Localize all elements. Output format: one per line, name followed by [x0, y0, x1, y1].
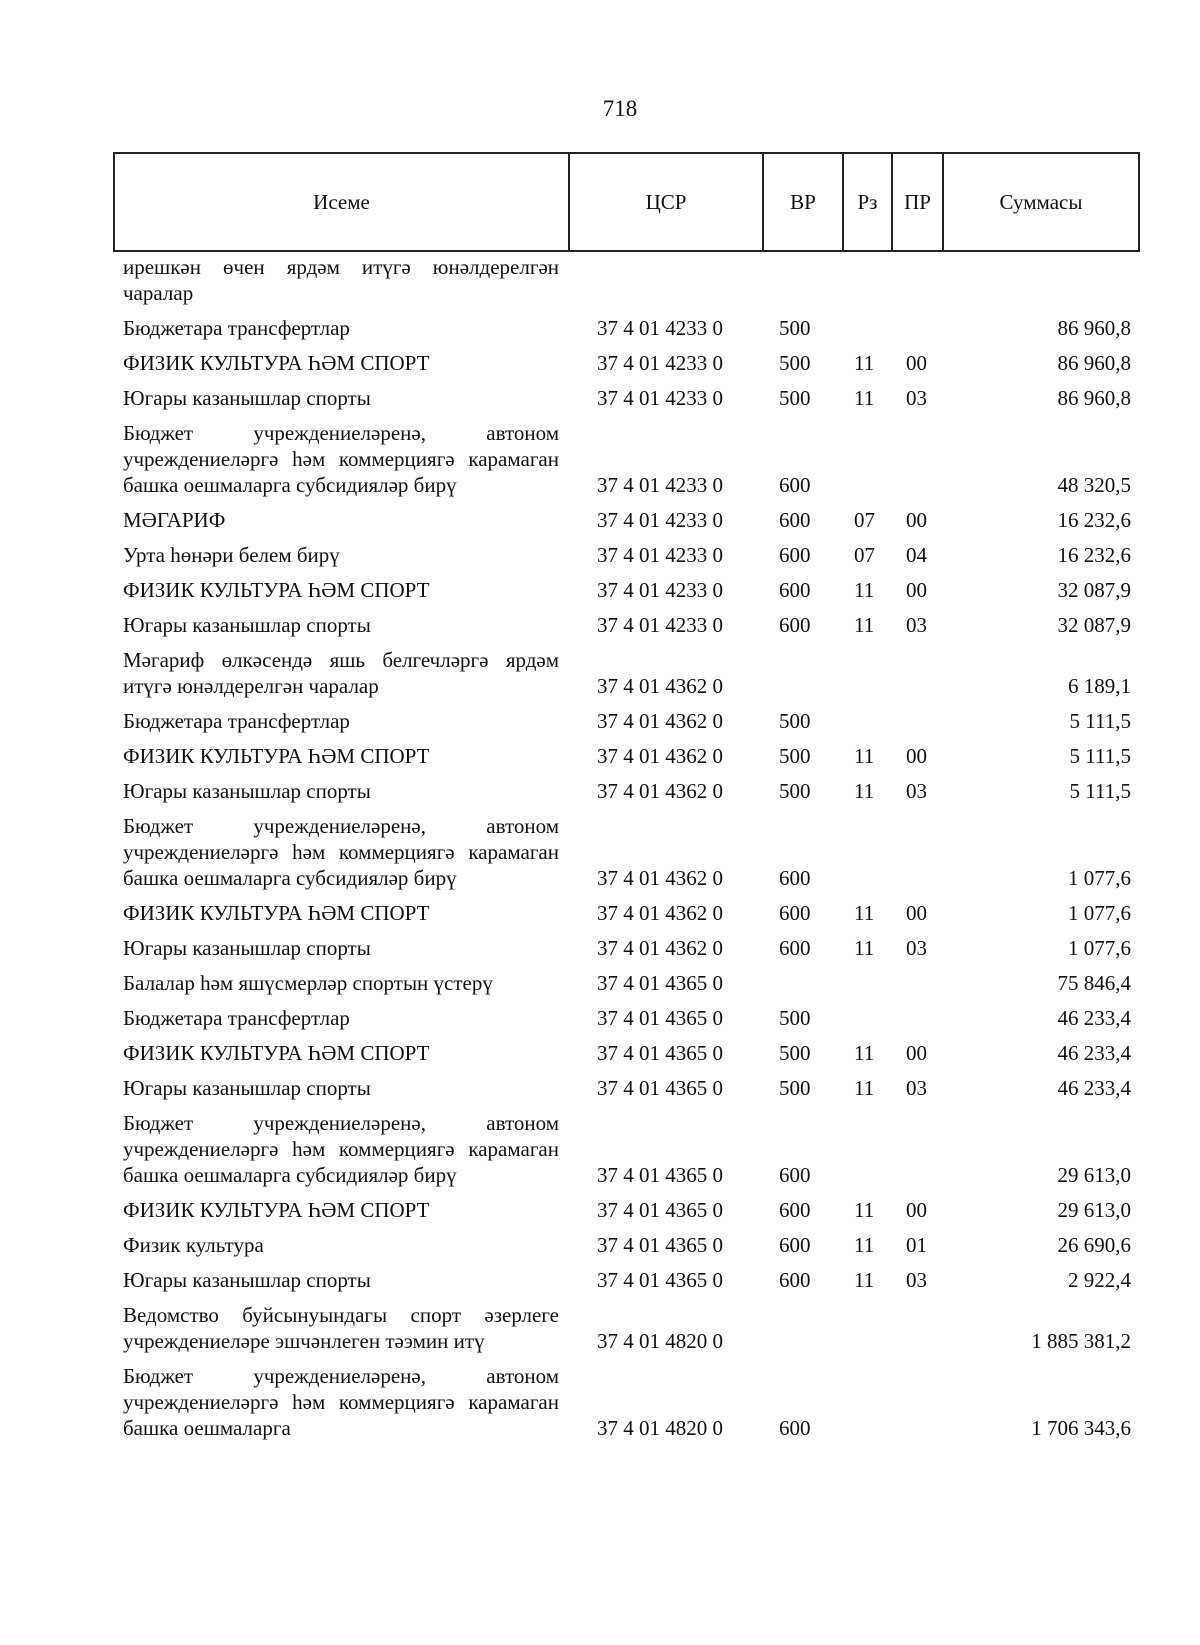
table-row [114, 1298, 1139, 1359]
cell-csr: 37 4 01 4362 0 [597, 744, 723, 768]
cell-pr: 00 [906, 901, 927, 925]
cell-csr: 37 4 01 4233 0 [597, 613, 723, 637]
cell-sum: 16 232,6 [1057, 543, 1131, 567]
table-row [114, 739, 1139, 774]
cell-rz: 11 [854, 779, 875, 803]
cell-sum: 16 232,6 [1057, 508, 1131, 532]
cell-pr [892, 1001, 943, 1036]
cell-sum: 46 233,4 [1057, 1041, 1131, 1065]
cell-vr: 500 [779, 316, 811, 340]
table-row [114, 1263, 1139, 1298]
cell-csr: 37 4 01 4362 0 [597, 709, 723, 733]
cell-pr [892, 416, 943, 503]
cell-vr: 600 [779, 613, 811, 637]
cell-vr: 600 [779, 1233, 811, 1257]
cell-name: Ведомство буйсынуындагы спорт әзерлеге учреждениеләре эшчәнлеген тәэмин итү [123, 1303, 559, 1353]
table-row [114, 704, 1139, 739]
cell-rz [843, 1001, 892, 1036]
header-sum: Суммасы [943, 153, 1139, 251]
cell-pr [892, 1298, 943, 1359]
cell-vr: 500 [779, 1076, 811, 1100]
header-csr: ЦСР [569, 153, 763, 251]
cell-pr: 00 [906, 351, 927, 375]
cell-rz: 11 [854, 386, 875, 410]
table-row [114, 896, 1139, 931]
cell-name: Югары казанышлар спорты [123, 1076, 371, 1100]
table-row [114, 1359, 1139, 1446]
table-row [114, 966, 1139, 1001]
cell-name: Бюджет учреждениеләренә, автоном учреждениеләргә һәм коммерциягә карамаган башка оешмаларга субсидияләр бирү [123, 421, 559, 497]
cell-sum: 26 690,6 [1057, 1233, 1131, 1257]
cell-name: ФИЗИК КУЛЬТУРА ҺӘМ СПОРТ [123, 1041, 430, 1065]
cell-vr: 600 [779, 1198, 811, 1222]
cell-name: Бюджет учреждениеләренә, автоном учреждениеләргә һәм коммерциягә карамаган башка оешмаларга [123, 1364, 559, 1440]
table-row [114, 809, 1139, 896]
cell-csr: 37 4 01 4365 0 [597, 1198, 723, 1222]
cell-vr: 600 [779, 508, 811, 532]
cell-csr: 37 4 01 4365 0 [597, 1006, 723, 1030]
cell-vr: 600 [779, 578, 811, 602]
cell-sum: 48 320,5 [1057, 473, 1131, 497]
cell-name: Бюджетара трансфертлар [123, 709, 350, 733]
cell-rz [843, 1298, 892, 1359]
cell-csr: 37 4 01 4362 0 [597, 936, 723, 960]
cell-pr: 03 [906, 386, 927, 410]
cell-sum: 5 111,5 [1069, 709, 1131, 733]
cell-vr [763, 643, 843, 704]
cell-rz: 11 [854, 1198, 875, 1222]
cell-vr: 500 [779, 744, 811, 768]
cell-pr [892, 966, 943, 1001]
cell-vr: 500 [779, 709, 811, 733]
table-row [114, 381, 1139, 416]
cell-rz: 07 [854, 508, 875, 532]
page-number: 718 [602, 96, 638, 121]
cell-pr: 03 [906, 1268, 927, 1292]
cell-pr: 03 [906, 779, 927, 803]
cell-csr: 37 4 01 4233 0 [597, 386, 723, 410]
cell-csr: 37 4 01 4233 0 [597, 473, 723, 497]
cell-sum: 1 077,6 [1068, 936, 1131, 960]
cell-pr [892, 1359, 943, 1446]
table-row [114, 573, 1139, 608]
cell-pr [892, 704, 943, 739]
cell-pr: 03 [906, 936, 927, 960]
cell-name: Югары казанышлар спорты [123, 386, 371, 410]
cell-sum: 5 111,5 [1069, 779, 1131, 803]
header-pr: ПР [892, 153, 943, 251]
cell-vr: 600 [779, 901, 811, 925]
cell-rz [843, 809, 892, 896]
budget-table [113, 152, 1140, 1446]
cell-name: Мәгариф өлкәсендә яшь белгечләргә ярдәм итүгә юнәлдерелгән чаралар [123, 648, 559, 698]
cell-pr: 00 [906, 1041, 927, 1065]
cell-rz [843, 1359, 892, 1446]
cell-pr [892, 251, 943, 311]
cell-rz [843, 1106, 892, 1193]
cell-vr: 600 [779, 1416, 811, 1440]
header-vr: ВР [763, 153, 843, 251]
cell-csr: 37 4 01 4820 0 [597, 1416, 723, 1440]
cell-csr: 37 4 01 4365 0 [597, 1233, 723, 1257]
cell-vr: 600 [779, 1268, 811, 1292]
cell-name: ФИЗИК КУЛЬТУРА ҺӘМ СПОРТ [123, 1198, 430, 1222]
cell-sum: 86 960,8 [1057, 351, 1131, 375]
cell-csr [569, 251, 763, 311]
cell-vr: 500 [779, 386, 811, 410]
cell-vr: 500 [779, 779, 811, 803]
cell-sum: 29 613,0 [1057, 1198, 1131, 1222]
table-row [114, 311, 1139, 346]
cell-name: Урта һөнәри белем бирү [123, 543, 340, 567]
table-row [114, 538, 1139, 573]
cell-rz: 11 [854, 1076, 875, 1100]
table-header [114, 153, 1139, 251]
cell-pr: 04 [906, 543, 927, 567]
cell-rz [843, 643, 892, 704]
cell-vr [763, 966, 843, 1001]
cell-name: ФИЗИК КУЛЬТУРА ҺӘМ СПОРТ [123, 744, 430, 768]
cell-pr: 00 [906, 508, 927, 532]
cell-rz [843, 311, 892, 346]
cell-pr [892, 311, 943, 346]
table-row [114, 1193, 1139, 1228]
cell-csr: 37 4 01 4362 0 [597, 674, 723, 698]
cell-name: Бюджетара трансфертлар [123, 316, 350, 340]
header-rz: Рз [843, 153, 892, 251]
cell-csr: 37 4 01 4365 0 [597, 1268, 723, 1292]
cell-rz: 11 [854, 578, 875, 602]
cell-sum: 1 077,6 [1068, 901, 1131, 925]
cell-rz [843, 416, 892, 503]
table-row [114, 608, 1139, 643]
cell-rz: 11 [854, 936, 875, 960]
cell-csr: 37 4 01 4365 0 [597, 1041, 723, 1065]
cell-name: Югары казанышлар спорты [123, 936, 371, 960]
header-name: Исеме [114, 153, 569, 251]
cell-sum [943, 251, 1139, 311]
cell-name: ФИЗИК КУЛЬТУРА ҺӘМ СПОРТ [123, 901, 430, 925]
cell-sum: 32 087,9 [1057, 613, 1131, 637]
cell-vr: 600 [779, 543, 811, 567]
cell-sum: 29 613,0 [1057, 1163, 1131, 1187]
cell-rz: 07 [854, 543, 875, 567]
cell-name: ФИЗИК КУЛЬТУРА ҺӘМ СПОРТ [123, 351, 430, 375]
cell-vr: 500 [779, 1006, 811, 1030]
table-row [114, 346, 1139, 381]
cell-csr: 37 4 01 4362 0 [597, 779, 723, 803]
cell-name: Балалар һәм яшүсмерләр спортын үстерү [123, 971, 493, 995]
cell-csr: 37 4 01 4362 0 [597, 866, 723, 890]
cell-sum: 86 960,8 [1057, 386, 1131, 410]
cell-sum: 1 885 381,2 [1031, 1329, 1131, 1353]
cell-rz: 11 [854, 1233, 875, 1257]
cell-csr: 37 4 01 4365 0 [597, 971, 723, 995]
cell-csr: 37 4 01 4820 0 [597, 1329, 723, 1353]
cell-csr: 37 4 01 4233 0 [597, 508, 723, 532]
table-row [114, 1071, 1139, 1106]
cell-sum: 1 706 343,6 [1031, 1416, 1131, 1440]
cell-vr: 500 [779, 351, 811, 375]
cell-vr: 600 [779, 936, 811, 960]
cell-csr: 37 4 01 4233 0 [597, 351, 723, 375]
cell-sum: 1 077,6 [1068, 866, 1131, 890]
cell-csr: 37 4 01 4233 0 [597, 543, 723, 567]
cell-sum: 86 960,8 [1057, 316, 1131, 340]
cell-pr: 01 [906, 1233, 927, 1257]
table-row [114, 503, 1139, 538]
cell-rz: 11 [854, 613, 875, 637]
cell-sum: 46 233,4 [1057, 1006, 1131, 1030]
table-row [114, 1106, 1139, 1193]
cell-rz [843, 704, 892, 739]
cell-name: Бюджетара трансфертлар [123, 1006, 350, 1030]
cell-name: Бюджет учреждениеләренә, автоном учреждениеләргә һәм коммерциягә карамаган башка оешмаларга субсидияләр бирү [123, 1111, 559, 1187]
table-row [114, 251, 1139, 311]
cell-csr: 37 4 01 4365 0 [597, 1163, 723, 1187]
cell-csr: 37 4 01 4233 0 [597, 578, 723, 602]
cell-name: Югары казанышлар спорты [123, 779, 371, 803]
cell-vr [763, 251, 843, 311]
cell-rz [843, 251, 892, 311]
cell-name: МӘГАРИФ [123, 508, 226, 532]
cell-rz: 11 [854, 744, 875, 768]
cell-rz: 11 [854, 901, 875, 925]
cell-rz: 11 [854, 1268, 875, 1292]
table-row [114, 416, 1139, 503]
cell-csr: 37 4 01 4362 0 [597, 901, 723, 925]
cell-vr: 600 [779, 1163, 811, 1187]
table-row [114, 1001, 1139, 1036]
table-body [114, 251, 1139, 1446]
cell-pr [892, 809, 943, 896]
cell-sum: 2 922,4 [1068, 1268, 1131, 1292]
cell-name: Физик культура [123, 1233, 264, 1257]
cell-vr: 600 [779, 866, 811, 890]
cell-pr: 03 [906, 613, 927, 637]
cell-sum: 75 846,4 [1057, 971, 1131, 995]
table-row [114, 774, 1139, 809]
cell-name: Бюджет учреждениеләренә, автоном учреждениеләргә һәм коммерциягә карамаган башка оешмаларга субсидияләр бирү [123, 814, 559, 890]
cell-name: Югары казанышлар спорты [123, 613, 371, 637]
cell-vr [763, 1298, 843, 1359]
cell-rz: 11 [854, 351, 875, 375]
cell-vr: 500 [779, 1041, 811, 1065]
cell-pr [892, 643, 943, 704]
cell-rz [843, 966, 892, 1001]
cell-vr: 600 [779, 473, 811, 497]
table-row [114, 1036, 1139, 1071]
table-row [114, 931, 1139, 966]
cell-pr [892, 1106, 943, 1193]
cell-pr: 03 [906, 1076, 927, 1100]
cell-sum: 5 111,5 [1069, 744, 1131, 768]
cell-sum: 46 233,4 [1057, 1076, 1131, 1100]
cell-csr: 37 4 01 4365 0 [597, 1076, 723, 1100]
cell-sum: 6 189,1 [1068, 674, 1131, 698]
cell-name: ирешкән өчен ярдәм итүгә юнәлдерелгән чаралар [123, 255, 559, 305]
cell-name: Югары казанышлар спорты [123, 1268, 371, 1292]
table-row [114, 643, 1139, 704]
cell-pr: 00 [906, 1198, 927, 1222]
cell-name: ФИЗИК КУЛЬТУРА ҺӘМ СПОРТ [123, 578, 430, 602]
cell-csr: 37 4 01 4233 0 [597, 316, 723, 340]
cell-rz: 11 [854, 1041, 875, 1065]
cell-sum: 32 087,9 [1057, 578, 1131, 602]
table-row [114, 1228, 1139, 1263]
cell-pr: 00 [906, 744, 927, 768]
cell-pr: 00 [906, 578, 927, 602]
